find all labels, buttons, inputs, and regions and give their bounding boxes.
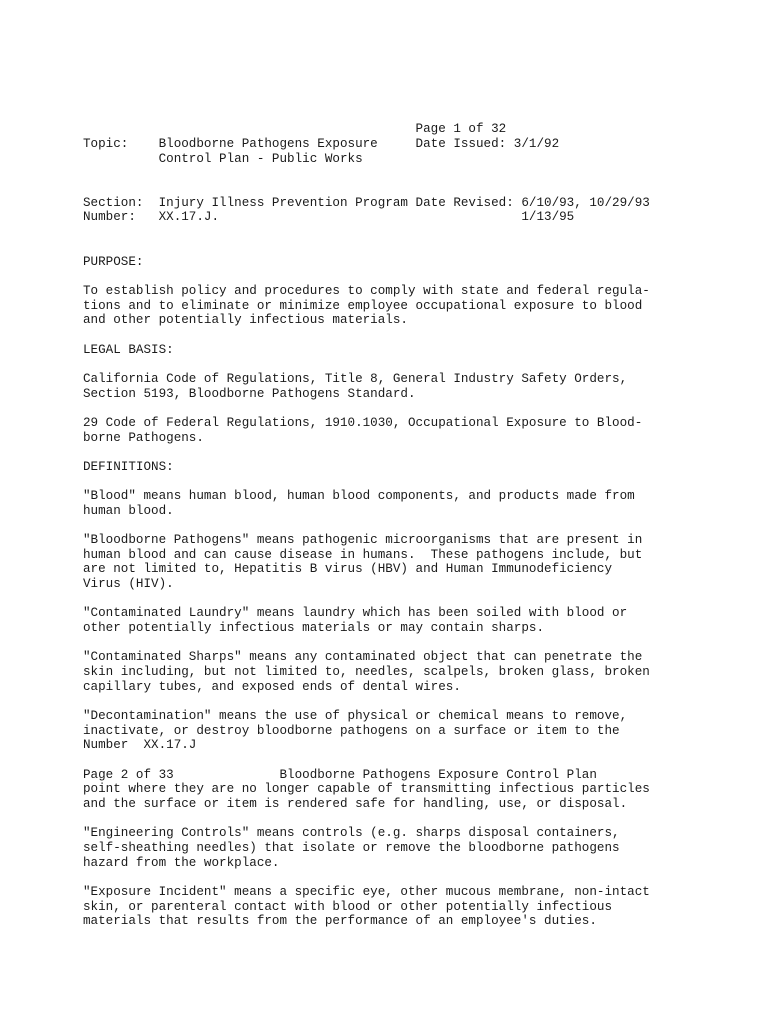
definitions-heading: DEFINITIONS:	[83, 460, 174, 474]
definition-decontamination-line: "Decontamination" means the use of physical or chemical means to remove,	[83, 709, 628, 723]
section-line: Section: Injury Illness Prevention Program Date Revised: 6/10/93, 10/29/93	[83, 196, 650, 210]
page-footer-number: Number XX.17.J	[83, 738, 197, 752]
definition-engineering-controls-line: self-sheathing needles) that isolate or remove the bloodborne pathogens	[83, 841, 620, 855]
definition-contaminated-sharps-line: skin including, but not limited to, needles, scalpels, broken glass, broken	[83, 665, 650, 679]
definition-exposure-incident-line: "Exposure Incident" means a specific eye, other mucous membrane, non-intact	[83, 885, 650, 899]
definition-exposure-incident-line: skin, or parenteral contact with blood or other potentially infectious	[83, 900, 613, 914]
purpose-heading: PURPOSE:	[83, 255, 144, 269]
definition-decontamination-line: point where they are no longer capable of transmitting infectious particles	[83, 782, 650, 796]
definition-engineering-controls-line: "Engineering Controls" means controls (e.g. sharps disposal containers,	[83, 826, 620, 840]
legal-basis-text-line: Section 5193, Bloodborne Pathogens Standard.	[83, 387, 416, 401]
definition-blood-line: "Blood" means human blood, human blood components, and products made from	[83, 489, 635, 503]
purpose-text-line: and other potentially infectious materials.	[83, 313, 408, 327]
definition-decontamination-line: and the surface or item is rendered safe for handling, use, or disposal.	[83, 797, 628, 811]
definition-bloodborne-pathogens-line: human blood and can cause disease in humans. These pathogens include, but	[83, 548, 643, 562]
definition-decontamination-line: inactivate, or destroy bloodborne pathogens on a surface or item to the	[83, 724, 620, 738]
definition-engineering-controls-line: hazard from the workplace.	[83, 856, 280, 870]
definition-contaminated-laundry-line: other potentially infectious materials or may contain sharps.	[83, 621, 545, 635]
definition-contaminated-sharps-line: capillary tubes, and exposed ends of dental wires.	[83, 680, 461, 694]
legal-basis-text-line: borne Pathogens.	[83, 431, 204, 445]
definition-contaminated-sharps-line: "Contaminated Sharps" means any contaminated object that can penetrate the	[83, 650, 643, 664]
legal-basis-heading: LEGAL BASIS:	[83, 343, 174, 357]
topic-line: Topic: Bloodborne Pathogens Exposure Date Issued: 3/1/92	[83, 137, 560, 151]
definition-exposure-incident-line: materials that results from the performance of an employee's duties.	[83, 914, 597, 928]
page-2-header: Page 2 of 33 Bloodborne Pathogens Exposure Control Plan	[83, 768, 597, 782]
definition-bloodborne-pathogens-line: are not limited to, Hepatitis B virus (HBV) and Human Immunodeficiency	[83, 562, 613, 576]
page-number-header: Page 1 of 32	[83, 122, 507, 136]
purpose-text-line: tions and to eliminate or minimize employee occupational exposure to blood	[83, 299, 643, 313]
definition-blood-line: human blood.	[83, 504, 174, 518]
number-line: Number: XX.17.J. 1/13/95	[83, 210, 575, 224]
definition-bloodborne-pathogens-line: "Bloodborne Pathogens" means pathogenic microorganisms that are present in	[83, 533, 643, 547]
definition-contaminated-laundry-line: "Contaminated Laundry" means laundry which has been soiled with blood or	[83, 606, 628, 620]
legal-basis-text-line: California Code of Regulations, Title 8, General Industry Safety Orders,	[83, 372, 628, 386]
purpose-text-line: To establish policy and procedures to comply with state and federal regula-	[83, 284, 650, 298]
definition-bloodborne-pathogens-line: Virus (HIV).	[83, 577, 174, 591]
topic-line-continued: Control Plan - Public Works	[83, 152, 363, 166]
legal-basis-text-line: 29 Code of Federal Regulations, 1910.1030, Occupational Exposure to Blood-	[83, 416, 643, 430]
